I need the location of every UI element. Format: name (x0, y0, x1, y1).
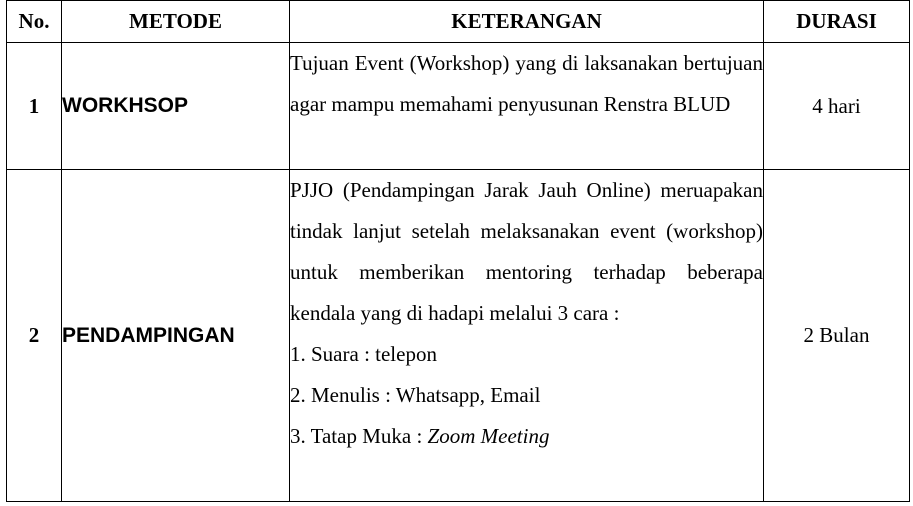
keterangan-text: PJJO (Pendampingan Jarak Jauh Online) meruapakan tindak lanjut setelah melaksanakan event (workshop) untuk memberikan mentoring terhadap beberapa kendala yang di hadapi melalui 3 cara : (290, 178, 763, 325)
row-number: 2 (7, 170, 62, 502)
list-item (290, 334, 763, 375)
list-item-italic-text: Zoom Meeting (427, 424, 550, 448)
list-item (290, 416, 763, 457)
header-durasi: DURASI (764, 1, 910, 43)
list-item-text: 1. Suara : telepon (290, 342, 437, 366)
table-header-row (7, 1, 910, 43)
header-metode: METODE (62, 1, 290, 43)
row-number: 1 (7, 43, 62, 170)
table-row (7, 43, 910, 170)
durasi-cell: 2 Bulan (764, 170, 910, 502)
keterangan-cell (290, 170, 764, 502)
list-item-text: 3. Tatap Muka : (290, 424, 428, 448)
header-no: No. (7, 1, 62, 43)
keterangan-cell (290, 43, 764, 170)
metode-cell: PENDAMPINGAN (62, 170, 290, 502)
table-row (7, 170, 910, 502)
metode-table (6, 0, 910, 502)
metode-cell: WORKHSOP (62, 43, 290, 170)
keterangan-text: Tujuan Event (Workshop) yang di laksanakan bertujuan agar mampu memahami penyusunan Renstra BLUD (290, 51, 763, 116)
header-keterangan: KETERANGAN (290, 1, 764, 43)
list-item-text: 2. Menulis : Whatsapp, Email (290, 383, 541, 407)
durasi-cell: 4 hari (764, 43, 910, 170)
list-item (290, 375, 763, 416)
